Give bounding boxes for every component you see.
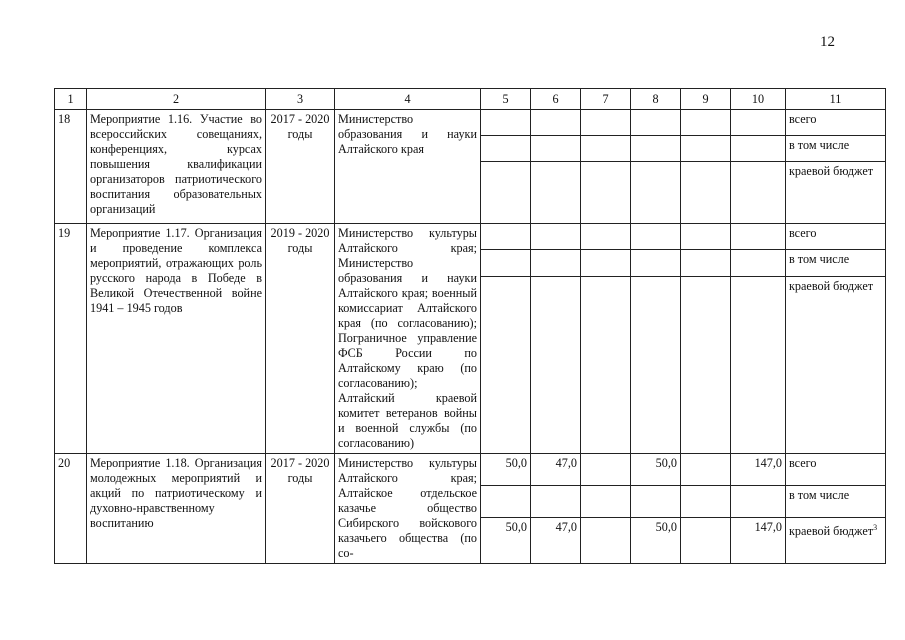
header-cell: 1 (55, 89, 87, 110)
executor-cell: Министерство культуры Алтайского края; Министерство образования и науки Алтайского края; военный комиссариат Алтайского края (по согласованию); Пограничное управление ФСБ России по Алтайскому краю (по согласованию); Алтайский краевой комитет ветеранов войны и военной службы (по согласованию) (335, 224, 481, 454)
value-cell: 50,0 (631, 454, 681, 486)
header-cell: 2 (87, 89, 266, 110)
header-cell: 11 (786, 89, 886, 110)
value-cell (681, 485, 731, 517)
source-cell: краевой бюджет (786, 276, 886, 453)
value-cell (731, 276, 786, 453)
value-cell (481, 224, 531, 250)
header-cell: 3 (266, 89, 335, 110)
program-table (54, 88, 886, 564)
value-cell (731, 485, 786, 517)
value-cell (631, 224, 681, 250)
value-cell (681, 250, 731, 276)
value-cell (531, 136, 581, 162)
table-row (55, 454, 886, 486)
row-number: 18 (55, 110, 87, 224)
source-cell: в том числе (786, 485, 886, 517)
executor-cell: Министерство культуры Алтайского края; Алтайское отдельское казачье общество Сибирского войскового казачьего общества (по со- (335, 454, 481, 564)
value-cell (481, 136, 531, 162)
value-cell (481, 276, 531, 453)
value-cell (581, 136, 631, 162)
value-cell (581, 485, 631, 517)
value-cell (681, 110, 731, 136)
header-cell: 10 (731, 89, 786, 110)
row-number: 20 (55, 454, 87, 564)
value-cell: 47,0 (531, 517, 581, 563)
value-cell (531, 110, 581, 136)
value-cell (581, 250, 631, 276)
executor-cell: Министерство образования и науки Алтайского края (335, 110, 481, 224)
value-cell (481, 250, 531, 276)
value-cell (681, 517, 731, 563)
row-number: 19 (55, 224, 87, 454)
page-number: 12 (820, 34, 835, 50)
event-cell: Мероприятие 1.17. Организация и проведение комплекса мероприятий, отражающих роль русского народа в Победе в Великой Отечественной войне 1941 – 1945 годов (87, 224, 266, 454)
value-cell (631, 136, 681, 162)
value-cell (681, 162, 731, 224)
years-cell: 2017 - 2020 годы (266, 110, 335, 224)
event-cell: Мероприятие 1.18. Организация молодежных мероприятий и акций по патриотическому и духовно-нравственному воспитанию (87, 454, 266, 564)
value-cell (531, 162, 581, 224)
value-cell: 50,0 (481, 454, 531, 486)
source-label: краевой бюджет (789, 523, 874, 538)
value-cell (581, 276, 631, 453)
source-cell: всего (786, 224, 886, 250)
value-cell (581, 162, 631, 224)
value-cell (631, 250, 681, 276)
value-cell (731, 136, 786, 162)
value-cell: 50,0 (481, 517, 531, 563)
source-cell: в том числе (786, 136, 886, 162)
value-cell (681, 454, 731, 486)
header-row (55, 89, 886, 110)
source-cell: всего (786, 454, 886, 486)
event-cell: Мероприятие 1.16. Участие во всероссийских совещаниях, конференциях, курсах повышения квалификации организаторов патриотического воспитания образовательных организаций (87, 110, 266, 224)
value-cell: 47,0 (531, 454, 581, 486)
header-cell: 8 (631, 89, 681, 110)
value-cell (481, 110, 531, 136)
source-cell: краевой бюджет (786, 162, 886, 224)
header-cell: 4 (335, 89, 481, 110)
value-cell (631, 110, 681, 136)
value-cell: 147,0 (731, 517, 786, 563)
value-cell (731, 224, 786, 250)
value-cell (581, 454, 631, 486)
value-cell (531, 485, 581, 517)
header-cell: 5 (481, 89, 531, 110)
value-cell (631, 276, 681, 453)
footnote-marker: 3 (873, 522, 878, 532)
value-cell: 50,0 (631, 517, 681, 563)
source-cell: всего (786, 110, 886, 136)
years-cell: 2019 - 2020 годы (266, 224, 335, 454)
value-cell (731, 162, 786, 224)
value-cell (681, 136, 731, 162)
value-cell (681, 276, 731, 453)
value-cell (631, 485, 681, 517)
value-cell (581, 517, 631, 563)
header-cell: 9 (681, 89, 731, 110)
value-cell (531, 250, 581, 276)
years-cell: 2017 - 2020 годы (266, 454, 335, 564)
value-cell (531, 276, 581, 453)
header-cell: 6 (531, 89, 581, 110)
value-cell (681, 224, 731, 250)
value-cell: 147,0 (731, 454, 786, 486)
value-cell (481, 162, 531, 224)
value-cell (631, 162, 681, 224)
table-row (55, 110, 886, 136)
value-cell (731, 250, 786, 276)
value-cell (581, 224, 631, 250)
value-cell (731, 110, 786, 136)
header-cell: 7 (581, 89, 631, 110)
source-cell: в том числе (786, 250, 886, 276)
table-row (55, 224, 886, 250)
value-cell (531, 224, 581, 250)
source-cell (786, 517, 886, 563)
value-cell (581, 110, 631, 136)
value-cell (481, 485, 531, 517)
